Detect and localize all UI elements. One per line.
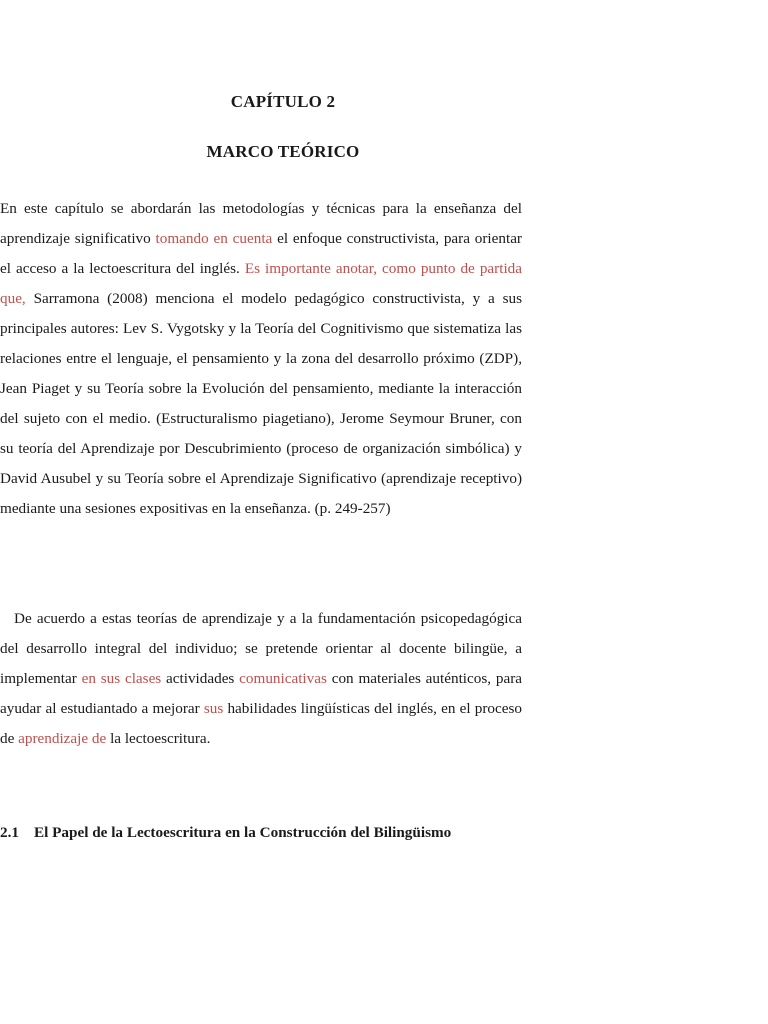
paragraph-intro-theories [0,194,522,524]
paragraph-teaching-implications [0,604,522,754]
paragraph-two-revision-3: sus [203,700,224,717]
section-number: 2.1 [0,824,19,841]
paragraph-two-segment-7: habilidades lingüísticas del inglés, en el proceso de [0,700,522,747]
paragraph-one-revision-1: tomando en cuenta [155,230,273,247]
paragraph-two-revision-1: en sus clases [81,670,162,687]
paragraph-two-segment-3: actividades [161,670,240,687]
chapter-number-heading: CAPÍTULO 2 [230,92,336,111]
paragraph-two-segment-9: la lectoescritura. [106,730,211,747]
paragraph-one-segment-3: el enfoque constructivista, para orientar el acceso a la lectoescritura del inglés. [0,230,522,277]
chapter-title-heading: MARCO TEÓRICO [206,142,360,161]
section-title: El Papel de la Lectoescritura en la Construcción del Bilingüismo [34,824,452,841]
paragraph-two-segment-1: De acuerdo a estas teorías de aprendizaje y a la fundamentación psicopedagógica del desarrollo integral del individuo; se pretende orientar al docente bilingüe, a implementar [0,610,522,687]
paragraph-two-segment-5: con materiales auténticos, para ayudar al estudiantado a mejorar [0,670,522,717]
paragraph-one-revision-2: Es importante anotar, como punto de partida que, [0,260,523,307]
paragraph-one-segment-5: Sarramona (2008) menciona el modelo pedagógico constructivista, y a sus principales autores: Lev S. Vygotsky y la Teoría del Cognitivismo que sistematiza las relaciones entre el lenguaje, el pensamiento y la zona del desarrollo próximo (ZDP), Jean Piaget y su Teoría sobre la Evolución del pensamiento, mediante la interacción del sujeto con el medio. (Estructuralismo piagetiano), Jerome Seymour Bruner, con su teoría del Aprendizaje por Descubrimiento (proceso de organización simbólica) y David Ausubel y su Teoría sobre el Aprendizaje Significativo (aprendizaje receptivo) mediante una sesiones expositivas en la enseñanza. (p. 249-257) [0,290,522,517]
section-heading-2-1 [0,818,556,848]
paragraph-two-revision-2: comunicativas [239,670,327,687]
paragraph-one-segment-1: En este capítulo se abordarán las metodologías y técnicas para la enseñanza del aprendizaje significativo [0,200,522,247]
paragraph-two-revision-4: aprendizaje de [18,730,107,747]
